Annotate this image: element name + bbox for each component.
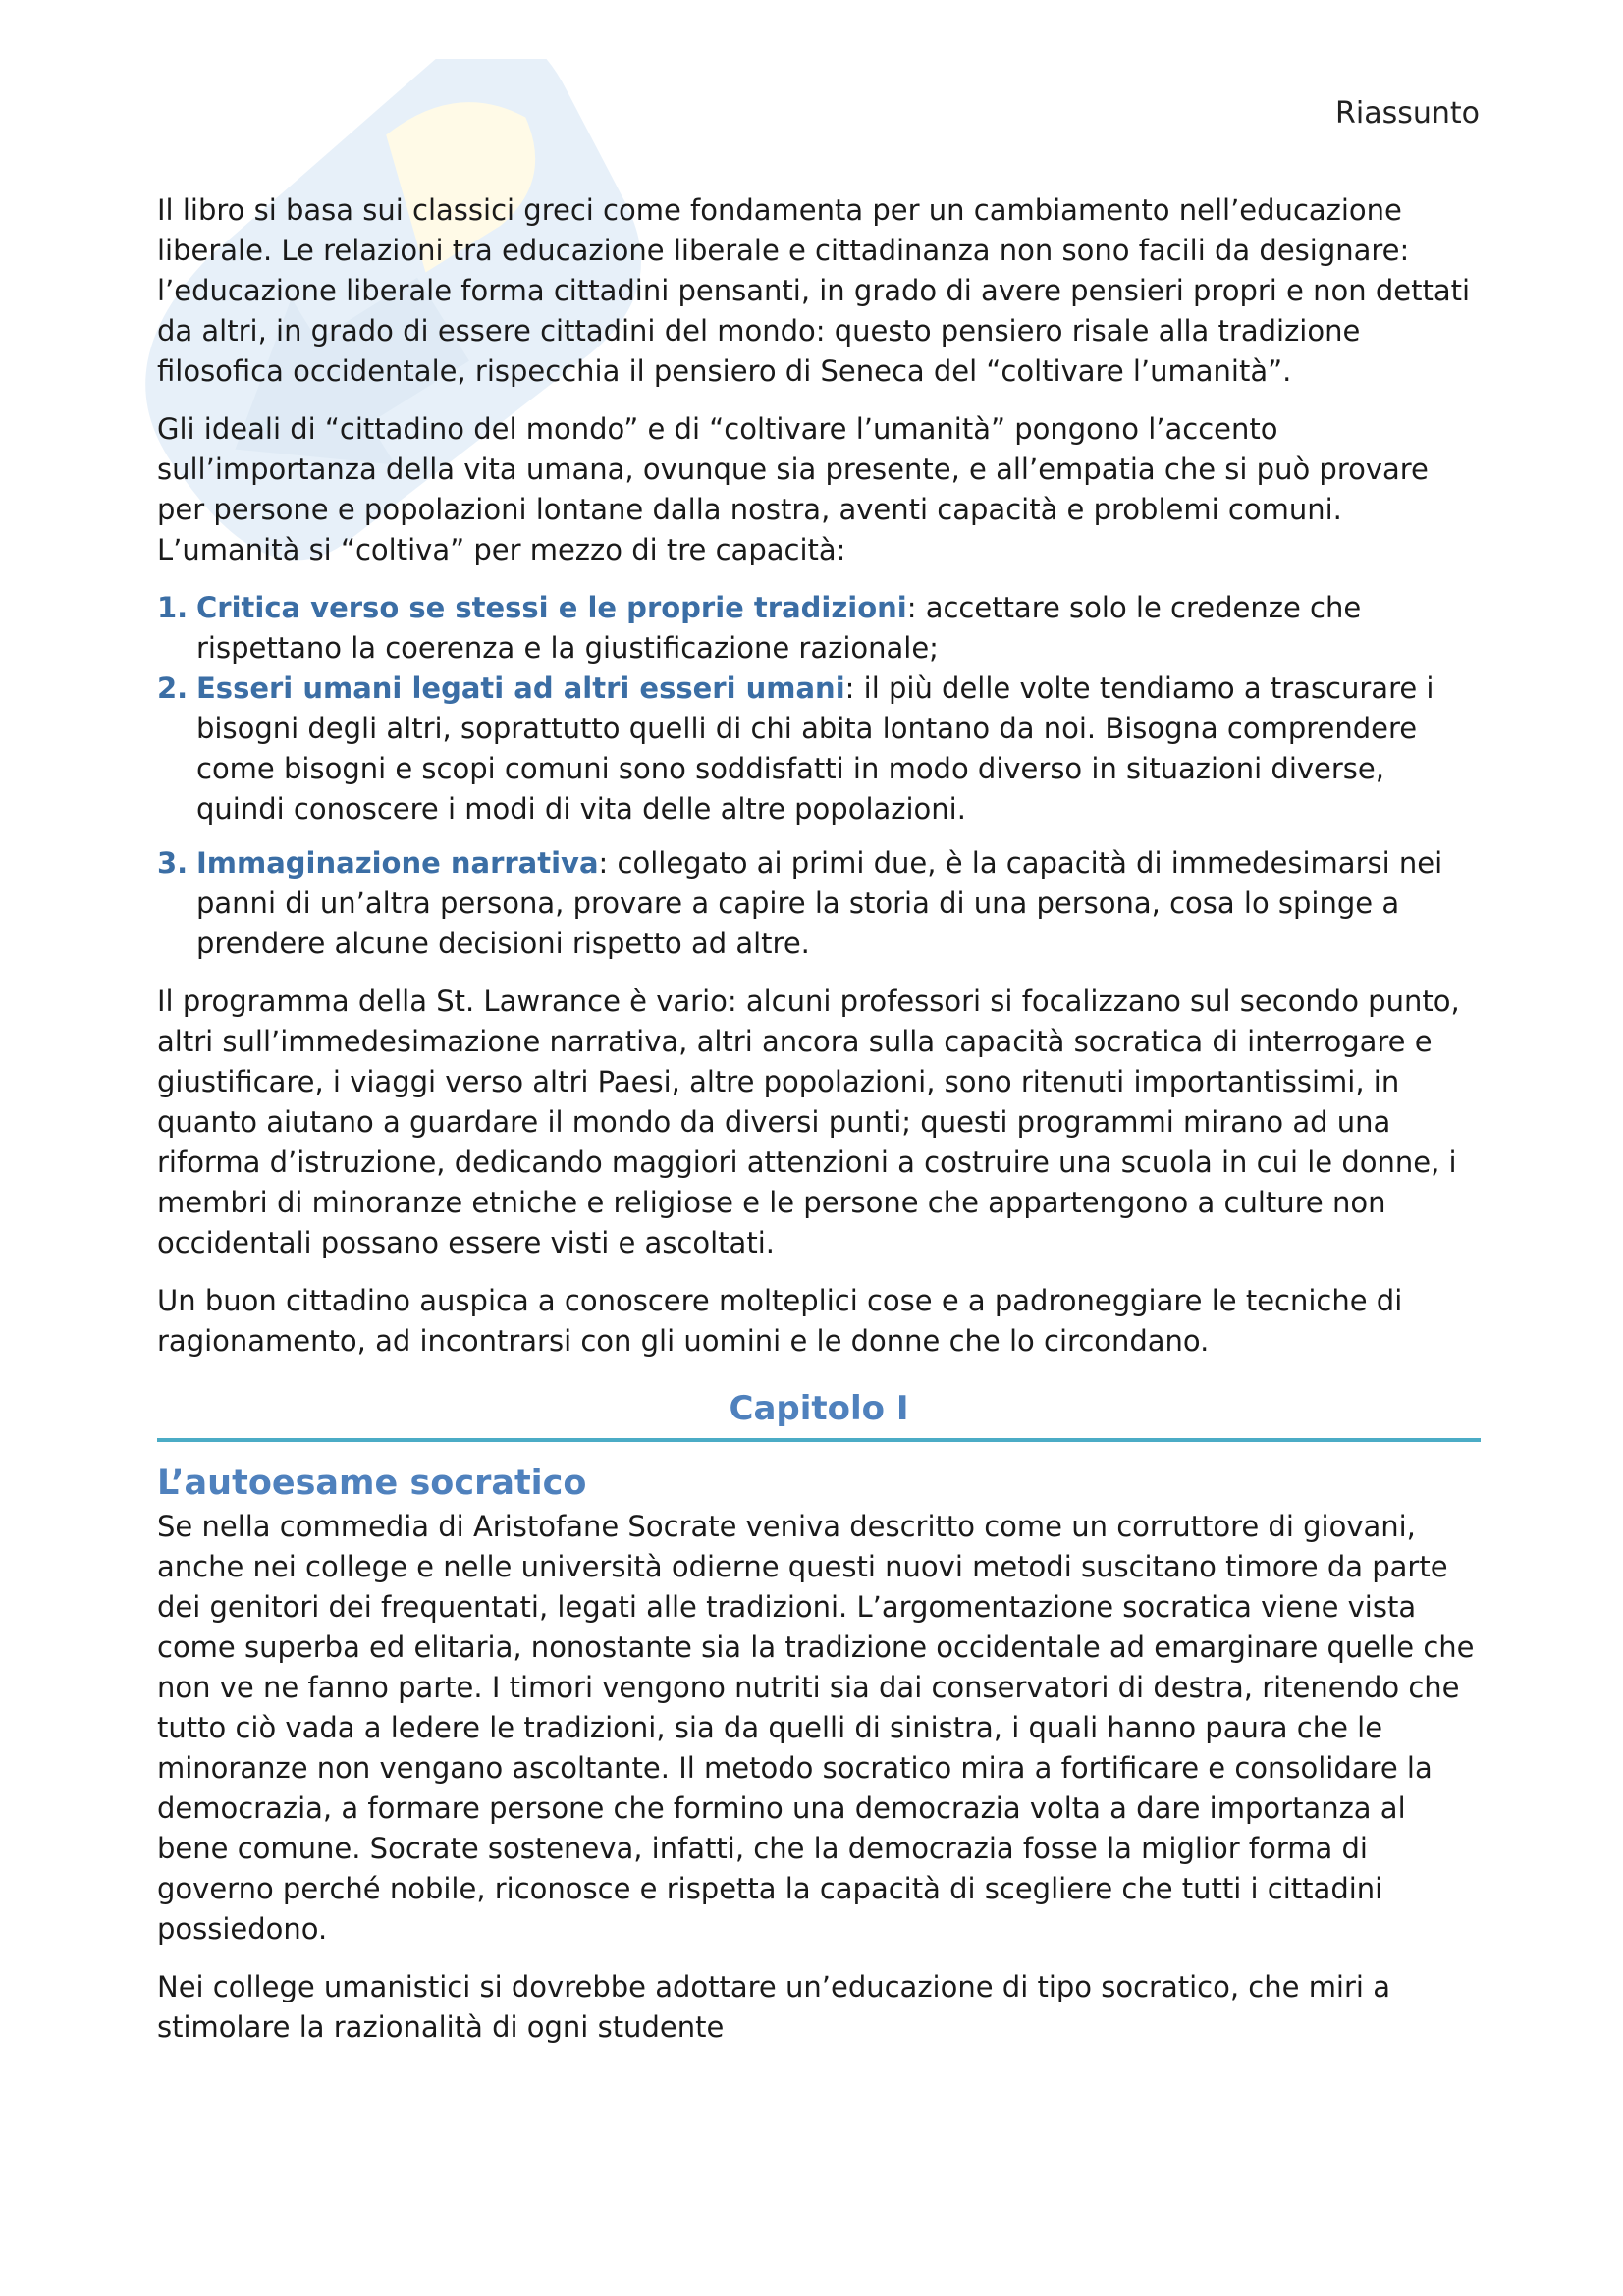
list-number: 2. xyxy=(157,671,189,705)
section-heading: L’autoesame socratico xyxy=(157,1464,587,1503)
college-paragraph: Nei college umanistici si dovrebbe adottare un’educazione di tipo socratico, che miri a stimolare la razionalità di ogni studente xyxy=(157,1970,1390,2044)
list-text: : il più delle volte tendiamo a trascurare i bisogni degli altri, soprattutto quelli di chi abita lontano da noi. Bisogna comprendere come bisogni e scopi comuni sono soddisfatti in modo diverso in situazioni diverse, quindi conoscere i modi di vita delle altre popolazioni. xyxy=(196,671,1434,826)
list-term: Immaginazione narrativa xyxy=(196,846,599,880)
intro-paragraph: Il libro si basa sui classici greci come fondamenta per un cambiamento nell’educazione liberale. Le relazioni tra educazione liberale e cittadinanza non sono facili da designare: l’educazione liberale forma cittadini pensanti, in grado di avere pensieri propri e non dettati da altri, in grado di essere cittadini del mondo: questo pensiero risale alla tradizione filosofica occidentale, rispecchia il pensiero di Seneca del “coltivare l’umanità”. xyxy=(157,193,1471,388)
running-header: Riassunto xyxy=(1335,96,1480,131)
ideals-paragraph: Gli ideali di “cittadino del mondo” e di “coltivare l’umanità” pongono l’accento sull’importanza della vita umana, ovunque sia presente, e all’empatia che si può provare per persone e popolazioni lontane dalla nostra, aventi capacità e problemi comuni. L’umanità si “coltiva” per mezzo di tre capacità: xyxy=(157,412,1429,566)
document-body xyxy=(157,190,1481,2065)
list-text: : accettare solo le credenze che rispettano la coerenza e la giustificazione razionale; xyxy=(196,591,1362,665)
list-item xyxy=(157,843,1481,964)
program-paragraph: Il programma della St. Lawrance è vario: alcuni professori si focalizzano sul secondo punto, altri sull’immedesimazione narrativa, altri ancora sulla capacità socratica di interrogare e giustificare, i viaggi verso altri Paesi, altre popolazioni, sono ritenuti importantissimi, in quanto aiutano a guardare il mondo da diversi punti; questi programmi mirano ad una riforma d’istruzione, dedicando maggiori attenzioni a costruire una scuola in cui le donne, i membri di minoranze etniche e religiose e le persone che appartengono a culture non occidentali possano essere visti e ascoltati. xyxy=(157,985,1460,1259)
list-term: Critica verso se stessi e le proprie tradizioni xyxy=(196,591,907,624)
socratic-paragraph: Se nella commedia di Aristofane Socrate veniva descritto come un corruttore di giovani, anche nei college e nelle università odierne questi nuovi metodi suscitano timore da parte dei genitori dei frequentati, legati alle tradizioni. L’argomentazione socratica viene vista come superba ed elitaria, nonostante sia la tradizione occidentale ad emarginare quelle che non ve ne fanno parte. I timori vengono nutriti sia dai conservatori di destra, ritenendo che tutto ciò vada a ledere le tradizioni, sia da quelli di sinistra, i quali hanno paura che le minoranze non vengano ascoltante. Il metodo socratico mira a fortificare e consolidare la democrazia, a formare persone che formino una democrazia volta a dare importanza al bene comune. Socrate sosteneva, infatti, che la democrazia fosse la miglior forma di governo perché nobile, riconosce e rispetta la capacità di scegliere che tutti i cittadini possiedono. xyxy=(157,1510,1475,1946)
list-item xyxy=(157,668,1481,829)
list-term: Esseri umani legati ad altri esseri umani xyxy=(196,671,845,705)
list-number: 1. xyxy=(157,591,189,624)
chapter-title: Capitolo I xyxy=(157,1387,1481,1442)
list-text: : collegato ai primi due, è la capacità di immedesimarsi nei panni di un’altra persona, provare a capire la storia di una persona, cosa lo spinge a prendere alcune decisioni rispetto ad altre. xyxy=(196,846,1443,960)
list-item xyxy=(157,588,1481,668)
list-number: 3. xyxy=(157,846,189,880)
citizen-paragraph: Un buon cittadino auspica a conoscere molteplici cose e a padroneggiare le tecniche di ragionamento, ad incontrarsi con gli uomini e le donne che lo circondano. xyxy=(157,1284,1403,1358)
capacities-list xyxy=(157,588,1481,964)
